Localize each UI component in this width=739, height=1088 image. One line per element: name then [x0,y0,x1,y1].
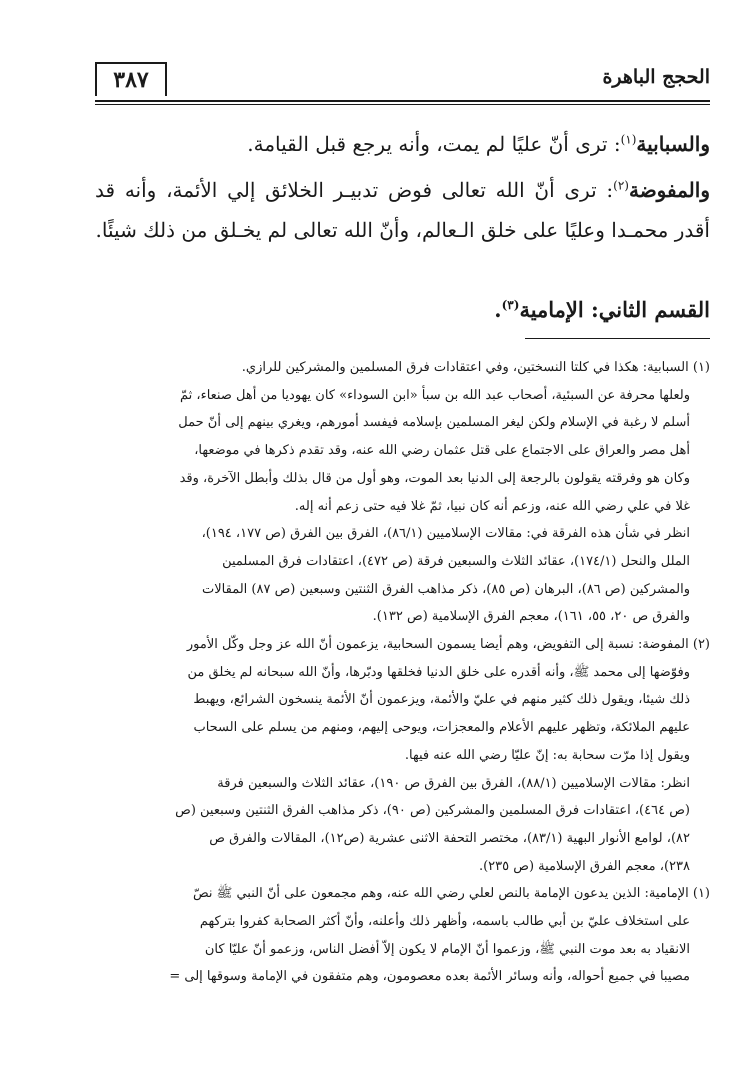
main-text [95,124,710,250]
section-heading [95,292,710,328]
header-rule [95,100,710,102]
footnote-line: والفرق ص ٢٠، ٥٥، ١٦١)، معجم الفرق الإسلامية (ص ١٣٢). [372,609,690,625]
footnote-line: أهل مصر والعراق على الاجتماع على قتل عثمان رضي الله عنه، وقد تقدم ذكرها في موضعها، [194,443,690,459]
footnote-ref-3: (٣) [501,298,520,312]
footnote-line: مصيبا في جميع أحواله، وأنه وسائر الأئمة بعده معصومون، وهم متفقون في الإمامة وسوقها إلى = [169,969,690,985]
footnote-ref-1: (١) [620,132,637,147]
footnote-ref-2: (٢) [613,178,629,193]
footnote-2 [95,631,710,880]
paragraph-mufawwida-text: : ترى أنّ الله تعالى فوض تدبيـر الخلائق إلي الأئمة، وأنه قد أقدر محمـدا وعليًا على خلق الـعالم، وأنّ الله تعالى لم يخـلق من ذلك شيئًا. [95,178,710,242]
footnote-line: ٢٣٨)، معجم الفرق الإسلامية (ص ٢٣٥). [478,858,690,874]
footnote-line: (٢) المفوضة: نسبة إلى التفويض، وهم أيضا يسمون السحابية، يزعمون أنّ الله عز وجل وكّل الأمور [186,637,710,653]
section-heading-suffix: . [494,297,502,322]
section-heading-text: القسم الثاني: الإمامية [519,297,710,322]
footnote-line: الملل والنحل (١٧٤/١)، عقائد الثلاث والسبعين فرقة (ص ٤٧٢)، اعتقادات فرق المسلمين [222,553,690,569]
footnote-line: الانقياد به بعد موت النبي ﷺ، وزعموا أنّ الإمام لا يكون إلاّ أفضل الناس، وزعمو أنّ عليّا كان [204,941,690,957]
footnote-line: (١) السبابية: هكذا في كلتا النسختين، وفي اعتقادات فرق المسلمين والمشركين للرازي. [241,360,710,375]
footnote-line: انظر في شأن هذه الفرقة في: مقالات الإسلاميين (٨٦/١)، الفرق بين الفرق (ص ١٧٧، ١٩٤)، [201,526,690,542]
footnote-line: ويقول إذا مرّت سحابة به: إنّ عليّا رضي الله عنه فيها. [404,747,690,763]
footnote-line: أسلم لا رغبة في الإسلام ولكن ليغر المسلمين بإسلامه فيفسد أمورهم، ويغري بينهم إلى أنّ حمل [178,415,690,431]
footnote-line: ٨٢)، لوامع الأنوار البهية (٨٣/١)، مختصر التحفة الاثنى عشرية (ص١٢)، المقالات والفرق ص [209,830,690,846]
footnote-line: ولعلها محرفة عن السبئية، أصحاب عبد الله بن سبأ «ابن السوداء» كان يهوديا من أهل صنعاء، ثمّ [179,387,690,403]
paragraph-mufawwida [95,170,710,250]
footnote-line: والمشركين (ص ٨٦)، البرهان (ص ٨٥)، ذكر مذاهب الفرق الثنتين وسبعين (ص ٨٧) المقالات [202,581,690,597]
footnote-line: انظر: مقالات الإسلاميين (٨٨/١)، الفرق بين الفرق ص ١٩٠)، عقائد الثلاث والسبعين فرقة [217,775,690,791]
running-title: الحجج الباهرة [602,66,710,88]
section-underline [525,338,710,339]
footnote-line: وفوّضها إلى محمد ﷺ، وأنه أقدره على خلق الدنيا فخلقها ودبّرها، وأنّ الله سبحانه لم يخلق من [187,664,690,680]
footnote-line: على استخلاف عليّ بن أبي طالب باسمه، وأظهر ذلك وأعلنه، وأنّ أكثر الصحابة كفروا بتركهم [199,914,690,930]
header-rule-thin [95,104,710,105]
term-sabaiyya: والسبابية [636,132,710,156]
paragraph-sabaiyya-text: : ترى أنّ عليًا لم يمت، وأنه يرجع قبل القيامة. [247,132,621,156]
footnote-3 [95,880,710,991]
paragraph-sabaiyya [95,124,710,164]
footnote-1 [95,354,710,631]
footnote-line: عليهم الملائكة، وتظهر عليهم الأعلام والمعجزات، ويوحى إليهم، ومنهم من يسلم على السحاب [193,720,690,736]
page-number: ٣٨٧ [95,62,167,96]
footnotes [95,354,710,991]
footnote-line: وكان هو وفرقته يقولون بالرجعة إلى الدنيا بعد الموت، وهو أول من قال بذلك وأبطل الآخرة، وقد [179,470,690,486]
footnote-line: (ص ٤٦٤)، اعتقادات فرق المسلمين والمشركين (ص ٩٠)، ذكر مذاهب الفرق الثنتين وسبعين (ص [175,803,690,819]
term-mufawwida: والمفوضة [628,178,710,202]
footnote-line: ذلك شيئا، ويقول ذلك كثير منهم في عليّ والأئمة، ويزعمون أنّ الأئمة ينسخون الشرائع، ويهبط [193,692,690,708]
page-header [95,62,710,104]
footnote-line: غلا في علي رضي الله عنه، وزعم أنه كان نبيا، ثمّ غلا فيه حتى زعم أنه إله. [294,498,690,514]
footnote-line: (١) الإمامية: الذين يدعون الإمامة بالنص لعلي رضي الله عنه، وهم مجمعون على أنّ النبي ﷺ نصّ [192,886,710,902]
